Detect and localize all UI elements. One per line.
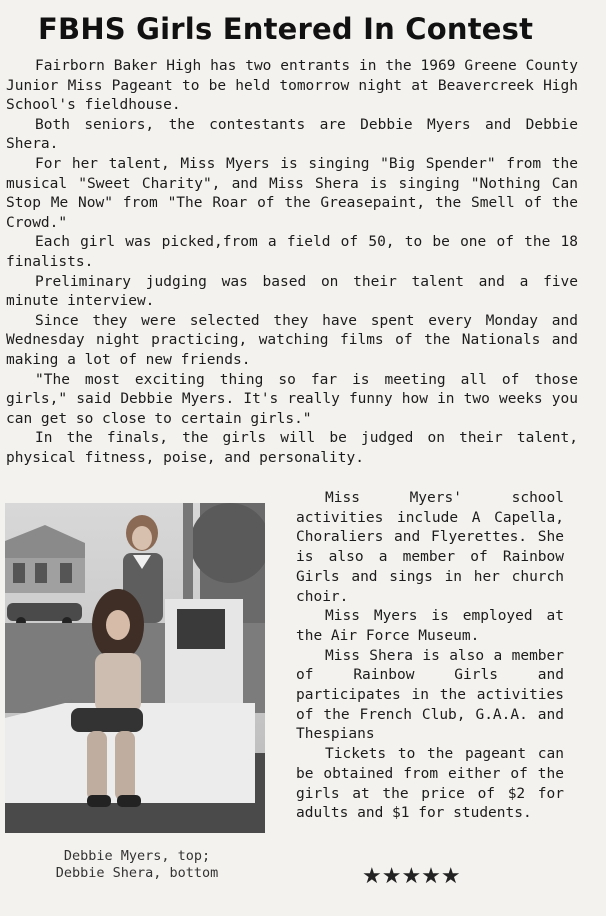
- paragraph-quote: "The most exciting thing so far is meeting all of those girls," said Debbie Myers. It's really funny how in two weeks you can get so close to certain girls.": [6, 371, 578, 427]
- paragraph-entrants: Fairborn Baker High has two entrants in the 1969 Greene County Junior Miss Pageant to be held tomorrow night at Beavercreek High School's fieldhouse.: [6, 58, 578, 114]
- article-headline: FBHS Girls Entered In Contest: [38, 12, 534, 46]
- paragraph-shera-activities: Miss Shera is also a member of Rainbow Girls and participates in the activities of the French Club, G.A.A. and Thespians: [296, 647, 564, 743]
- article-body: [6, 57, 578, 468]
- photo-caption: [8, 848, 266, 882]
- photo-illustration: [5, 503, 265, 833]
- paragraph-judging: Preliminary judging was based on their talent and a five minute interview.: [6, 273, 578, 310]
- paragraph-myers-employment: Miss Myers is employed at the Air Force Museum.: [296, 608, 564, 644]
- article-side-column: [296, 489, 564, 824]
- paragraph-myers-activities: Miss Myers' school activities include A Capella, Choraliers and Flyerettes. She is also a member of Rainbow Girls and sings in her church choir.: [296, 490, 564, 605]
- contestants-photo: [5, 503, 265, 833]
- paragraph-finalists: Each girl was picked,from a field of 50, to be one of the 18 finalists.: [6, 234, 578, 270]
- end-mark-stars: ★★★★★: [362, 864, 461, 889]
- paragraph-talent: For her talent, Miss Myers is singing "Big Spender" from the musical "Sweet Charity", and Miss Shera is singing "Nothing Can Stop Me Now" from "The Roar of the Greasepaint, the Smell of the Crowd.": [6, 155, 578, 231]
- paragraph-tickets: Tickets to the pageant can be obtained from either of the girls at the price of $2 for adults and $1 for students.: [296, 746, 564, 822]
- caption-line-bottom: Debbie Shera, bottom: [55, 865, 219, 881]
- caption-line-top: Debbie Myers, top;: [63, 848, 211, 864]
- paragraph-contestants: Both seniors, the contestants are Debbie Myers and Debbie Shera.: [6, 116, 578, 153]
- paragraph-finals: In the finals, the girls will be judged on their talent, physical fitness, poise, and personality.: [6, 430, 578, 466]
- paragraph-practice: Since they were selected they have spent every Monday and Wednesday night practicing, watching films of the Nationals and making a lot of new friends.: [6, 312, 578, 368]
